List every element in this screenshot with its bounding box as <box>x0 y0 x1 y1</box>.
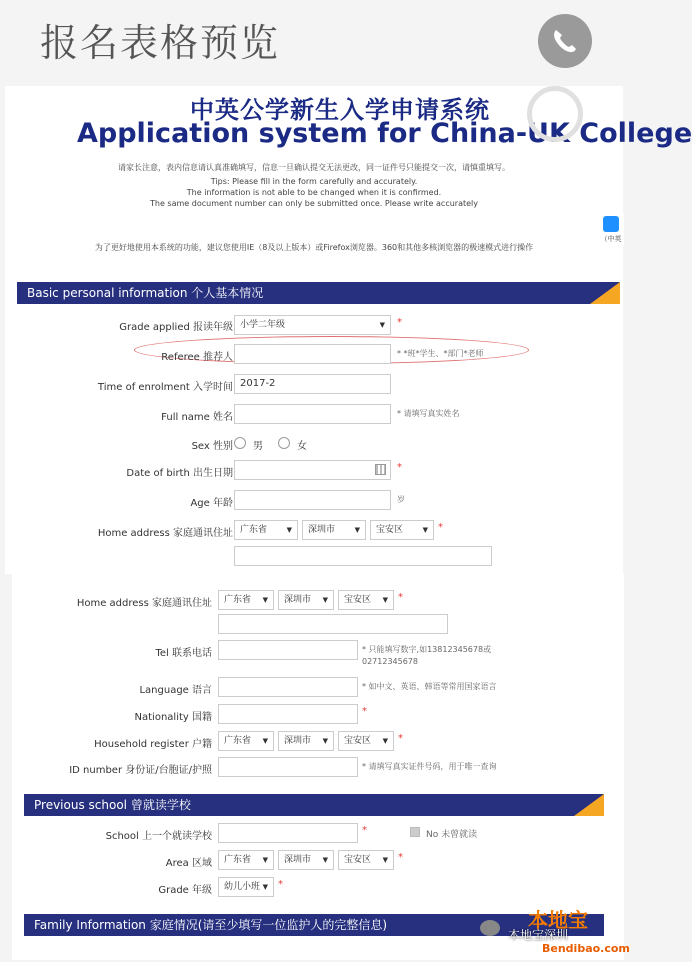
tel-label: Tel 联系电话 <box>155 648 212 659</box>
required-mark: * <box>362 825 367 836</box>
chevron-down-icon: ▼ <box>382 596 388 604</box>
form-panel-bottom <box>12 574 624 960</box>
no-school-checkbox[interactable] <box>410 827 420 837</box>
watermark-logo: 本地宝 <box>528 908 588 932</box>
phone-icon <box>550 26 580 56</box>
full-name-label: Full name 姓名 <box>161 412 233 423</box>
chevron-down-icon: ▼ <box>382 737 388 745</box>
chevron-down-icon: ▼ <box>422 526 428 534</box>
household-province-select[interactable]: 广东省 ▼ <box>218 731 274 751</box>
chevron-down-icon: ▼ <box>322 856 328 864</box>
tel-input[interactable] <box>218 640 358 660</box>
language-label: Language 语言 <box>139 685 212 696</box>
notice-en-3: The same document number can only be submitted once. Please write accurately <box>150 199 478 208</box>
home-address-label: Home address 家庭通讯住址 <box>97 528 233 539</box>
referee-hint: * *班*学生、*部门*老师 <box>397 349 484 358</box>
enrolment-input[interactable]: 2017-2 <box>234 374 391 394</box>
required-mark: * <box>278 879 283 890</box>
loading-circle-icon <box>527 86 583 142</box>
form-panel-top <box>5 86 692 574</box>
grade-select[interactable]: 幼儿小班 ▼ <box>218 877 274 897</box>
watermark-site: Bendibao.com <box>542 942 630 955</box>
language-input[interactable] <box>218 677 358 697</box>
school-label: School 上一个就读学校 <box>105 831 212 842</box>
province-select[interactable]: 广东省 ▼ <box>218 590 274 610</box>
browser-notice: 为了更好地使用本系统的功能，建议您使用IE（8及以上版本）或Firefox浏览器。360和其他多核浏览器的极速模式进行操作 <box>94 243 534 252</box>
chevron-down-icon: ▼ <box>262 596 268 604</box>
grade-label: Grade 年级 <box>158 885 212 896</box>
id-number-label: ID number 身份证/台胞证/护照 <box>69 765 212 776</box>
wechat-icon <box>480 920 500 936</box>
required-mark: * <box>397 317 402 328</box>
language-hint: * 如中文、英语、韩语等常用国家语言 <box>362 682 497 691</box>
area-district-select[interactable]: 宝安区 ▼ <box>338 850 394 870</box>
section-family-info: Family Information 家庭情况(请至少填写一位监护人的完整信息) <box>24 914 604 936</box>
watermark <box>480 904 630 960</box>
nationality-label: Nationality 国籍 <box>134 712 212 723</box>
notice-cn: 请家长注意，表内信息请认真准确填写，信息一旦确认提交无法更改，同一证件号只能提交一次，请慎重填写。 <box>118 163 510 172</box>
area-label: Area 区域 <box>165 858 212 869</box>
chevron-down-icon: ▼ <box>286 526 292 534</box>
nationality-input[interactable] <box>218 704 358 724</box>
chevron-down-icon: ▼ <box>262 883 268 891</box>
grade-applied-label: Grade applied 报读年级 <box>119 322 233 333</box>
age-unit: 岁 <box>397 495 405 504</box>
chevron-down-icon: ▼ <box>322 737 328 745</box>
side-tab-qq[interactable]: （中英 <box>598 214 624 246</box>
qq-icon <box>603 216 619 232</box>
id-number-input[interactable] <box>218 757 358 777</box>
school-input[interactable] <box>218 823 358 843</box>
sex-male-radio[interactable] <box>234 437 246 449</box>
referee-label: Referee 推荐人 <box>161 352 233 363</box>
household-district-select[interactable]: 宝安区 ▼ <box>338 731 394 751</box>
notice-en-2: The information is not able to be changed when it is confirmed. <box>186 188 442 197</box>
accent-stripe <box>574 794 604 816</box>
id-number-hint: * 请填写真实证件号码，用于唯一查询 <box>362 762 497 771</box>
required-mark: * <box>398 733 403 744</box>
grade-applied-select[interactable]: 小学二年级 ▼ <box>234 315 391 335</box>
tel-hint-2: 02712345678 <box>362 657 418 666</box>
section-previous-school: Previous school 曾就读学校 <box>24 794 604 816</box>
full-name-input[interactable] <box>234 404 391 424</box>
required-mark: * <box>398 592 403 603</box>
dob-label: Date of birth 出生日期 <box>126 468 233 479</box>
city-select[interactable]: 深圳市 ▼ <box>302 520 366 540</box>
area-province-select[interactable]: 广东省 ▼ <box>218 850 274 870</box>
chevron-down-icon: ▼ <box>262 737 268 745</box>
watermark-sub: 本地宝深圳 <box>508 928 569 942</box>
street-address-input[interactable] <box>218 614 448 634</box>
required-mark: * <box>362 706 367 717</box>
city-select[interactable]: 深圳市 ▼ <box>278 590 334 610</box>
chevron-down-icon[interactable]: ﹀ <box>318 945 332 961</box>
required-mark: * <box>397 462 402 473</box>
province-select[interactable]: 广东省 ▼ <box>234 520 298 540</box>
accent-stripe <box>590 282 620 304</box>
sex-female-radio[interactable] <box>278 437 290 449</box>
required-mark: * <box>398 852 403 863</box>
full-name-hint: * 请填写真实姓名 <box>397 409 460 418</box>
no-school-label: No 未曾就读 <box>426 830 478 840</box>
system-title-cn: 中英公学新生入学申请系统 <box>190 96 490 124</box>
household-city-select[interactable]: 深圳市 ▼ <box>278 731 334 751</box>
home-address-label: Home address 家庭通讯住址 <box>76 598 212 609</box>
enrolment-label: Time of enrolment 入学时间 <box>97 382 233 393</box>
chevron-down-icon: ▼ <box>262 856 268 864</box>
page-title: 报名表格预览 <box>40 21 281 65</box>
district-select[interactable]: 宝安区 ▼ <box>370 520 434 540</box>
sex-label: Sex 性别 <box>191 441 233 452</box>
chevron-down-icon: ▼ <box>322 596 328 604</box>
notice-en-1: Tips: Please fill in the form carefully and accurately. <box>210 177 418 186</box>
street-address-input[interactable] <box>234 546 492 566</box>
tel-hint: * 只能填写数字,如13812345678或 <box>362 645 492 654</box>
referee-input[interactable] <box>234 344 391 364</box>
chevron-down-icon: ▼ <box>379 321 385 329</box>
calendar-icon[interactable] <box>375 464 386 475</box>
chevron-down-icon: ▼ <box>382 856 388 864</box>
area-city-select[interactable]: 深圳市 ▼ <box>278 850 334 870</box>
district-select[interactable]: 宝安区 ▼ <box>338 590 394 610</box>
sex-male-label: 男 <box>253 441 263 452</box>
household-label: Household register 户籍 <box>94 739 212 750</box>
age-input[interactable] <box>234 490 391 510</box>
phone-button[interactable] <box>538 14 592 68</box>
chevron-down-icon: ▼ <box>354 526 360 534</box>
system-title-en: Application system for China-UK College <box>77 118 692 149</box>
section-basic-info: Basic personal information 个人基本情况 <box>17 282 620 304</box>
age-label: Age 年龄 <box>190 498 233 509</box>
required-mark: * <box>438 522 443 533</box>
dob-input[interactable] <box>234 460 391 480</box>
sex-female-label: 女 <box>297 441 307 452</box>
